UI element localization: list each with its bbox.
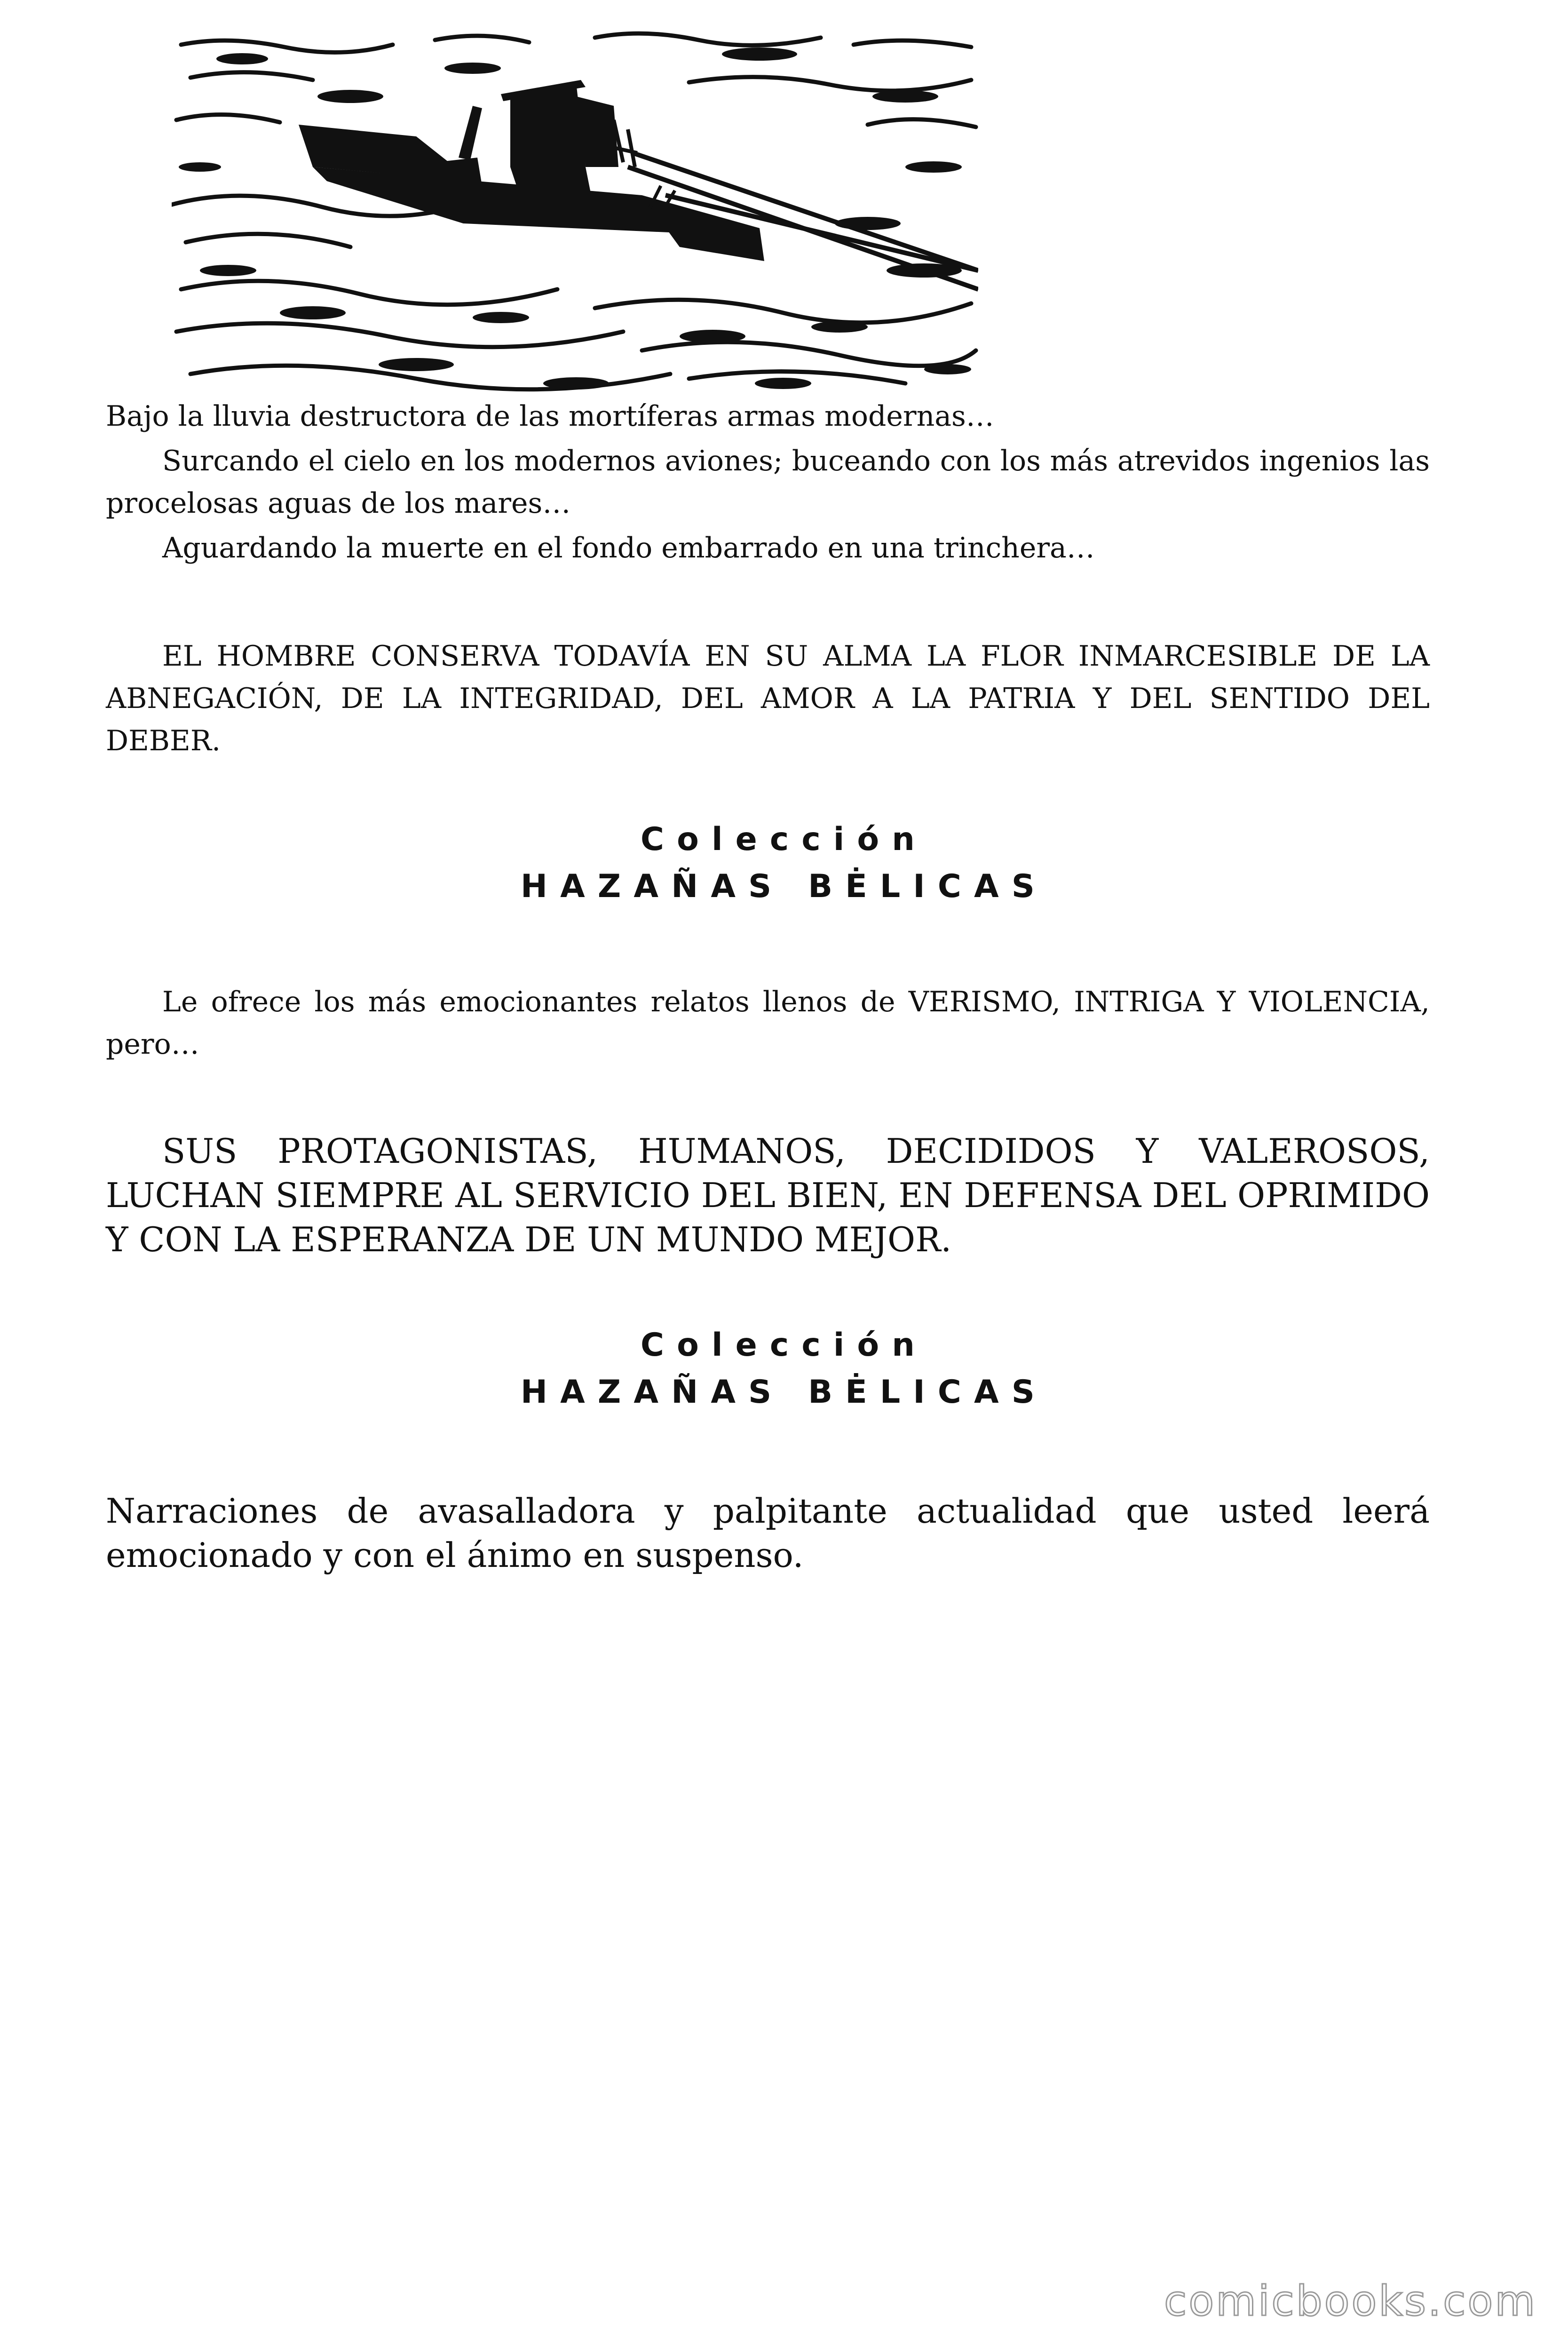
collection-heading-2 bbox=[0, 1322, 1568, 1416]
intro-line-1: Bajo la lluvia destructora de las mortíferas armas modernas… bbox=[106, 400, 994, 433]
statement-paragraph: EL HOMBRE CONSERVA TODAVÍA EN SU ALMA LA FLOR INMARCESIBLE DE LA ABNEGACIÓN, DE LA INTEGRIDAD, DEL AMOR A LA PATRIA Y DEL SENTIDO DEL DEBER. bbox=[106, 640, 1430, 757]
closing-paragraph: Narraciones de avasalladora y palpitante actualidad que usted leerá emocionado y con el ánimo en suspenso. bbox=[106, 1491, 1430, 1575]
collection-label: Colección bbox=[641, 1327, 927, 1364]
submarine-illustration bbox=[172, 26, 978, 397]
offer-paragraph: Le ofrece los más emocionantes relatos llenos de VERISMO, INTRIGA Y VIOLENCIA, pero… bbox=[106, 985, 1430, 1061]
protagonists-paragraph: SUS PROTAGONISTAS, HUMANOS, DECIDIDOS Y VALEROSOS, LUCHAN SIEMPRE AL SERVICIO DEL BIEN, EN DEFENSA DEL OPRIMIDO Y CON LA ESPERANZA DE UN MUNDO MEJOR. bbox=[106, 1131, 1430, 1259]
collection-name: HAZAÑAS BĖLICAS bbox=[520, 1374, 1048, 1411]
collection-label: Colección bbox=[641, 821, 927, 858]
intro-line-3: Aguardando la muerte en el fondo embarrado en una trinchera… bbox=[162, 532, 1095, 564]
watermark-logo: comicbooks.com bbox=[1164, 2277, 1537, 2325]
intro-line-2: Surcando el cielo en los modernos aviones; buceando con los más atrevidos ingenios las procelosas aguas de los mares… bbox=[106, 445, 1430, 520]
collection-heading-1 bbox=[0, 816, 1568, 910]
collection-name: HAZAÑAS BĖLICAS bbox=[520, 868, 1048, 905]
